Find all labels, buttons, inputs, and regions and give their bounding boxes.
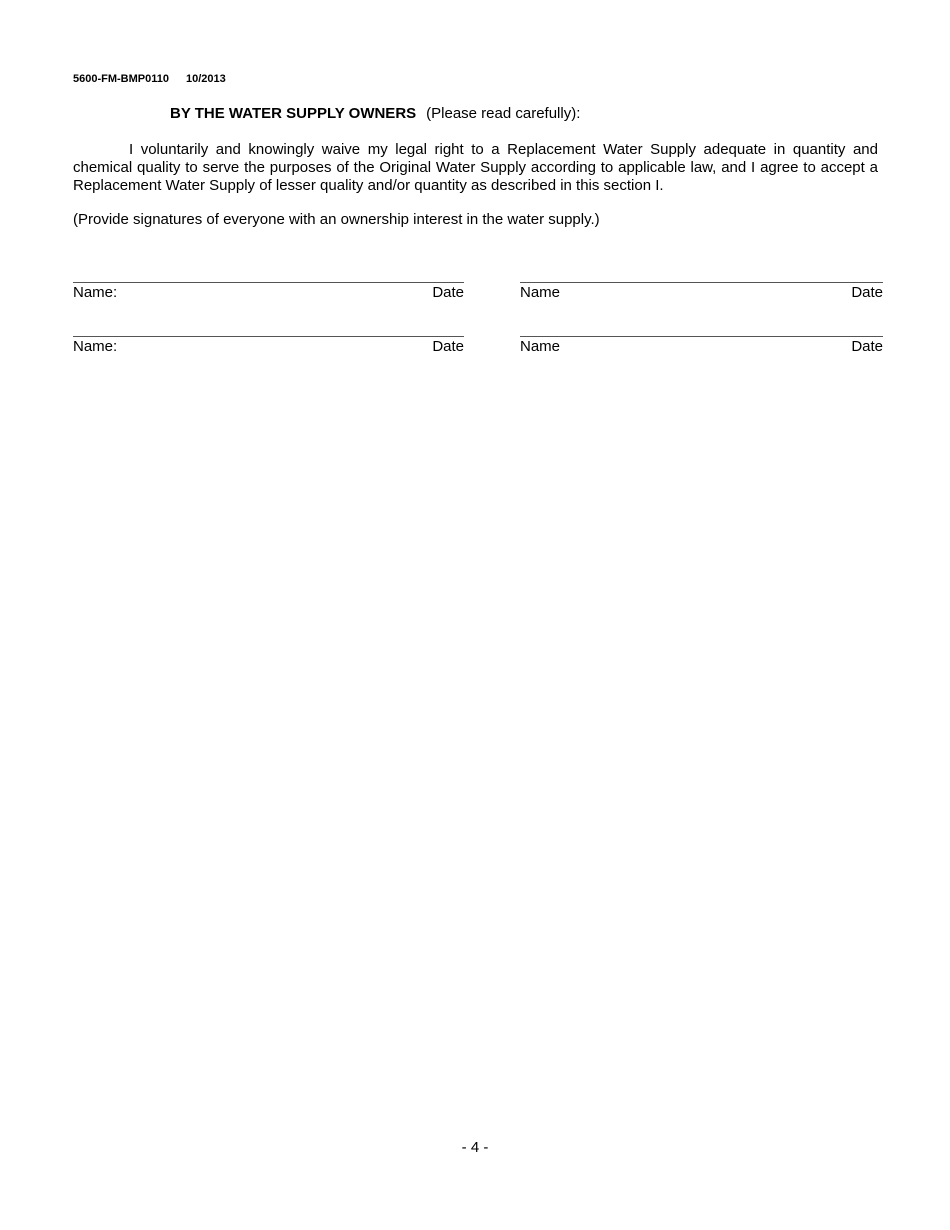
- name-label: Name: [520, 338, 561, 355]
- date-label: Date: [851, 338, 883, 355]
- section-heading: [170, 105, 580, 122]
- signature-instruction: (Provide signatures of everyone with an ownership interest in the water supply.): [73, 211, 600, 228]
- signature-line: [73, 336, 464, 337]
- signature-field-left-1[interactable]: [73, 282, 464, 306]
- signature-line: [73, 282, 464, 283]
- name-label: Name:: [73, 338, 118, 355]
- section-heading-note: (Please read carefully):: [426, 105, 581, 122]
- date-label: Date: [432, 338, 464, 355]
- form-date: 10/2013: [186, 73, 226, 85]
- name-label: Name:: [73, 284, 118, 301]
- form-code: 5600-FM-BMP0110: [73, 73, 169, 85]
- signature-field-right-1[interactable]: [520, 282, 883, 306]
- signature-line: [520, 336, 883, 337]
- date-label: Date: [432, 284, 464, 301]
- page-number: - 4 -: [461, 1139, 489, 1156]
- date-label: Date: [851, 284, 883, 301]
- signature-field-left-2[interactable]: [73, 336, 464, 360]
- signature-line: [520, 282, 883, 283]
- name-label: Name: [520, 284, 561, 301]
- section-heading-title: BY THE WATER SUPPLY OWNERS: [170, 105, 417, 122]
- signature-field-right-2[interactable]: [520, 336, 883, 360]
- waiver-statement: I voluntarily and knowingly waive my legal right to a Replacement Water Supply adequate in quantity and chemical quality to serve the purposes of the Original Water Supply according to applicable law, and I agree to accept a Replacement Water Supply of lesser quality and/or quantity as described in this section I.: [73, 141, 878, 194]
- form-identifier: [73, 73, 226, 85]
